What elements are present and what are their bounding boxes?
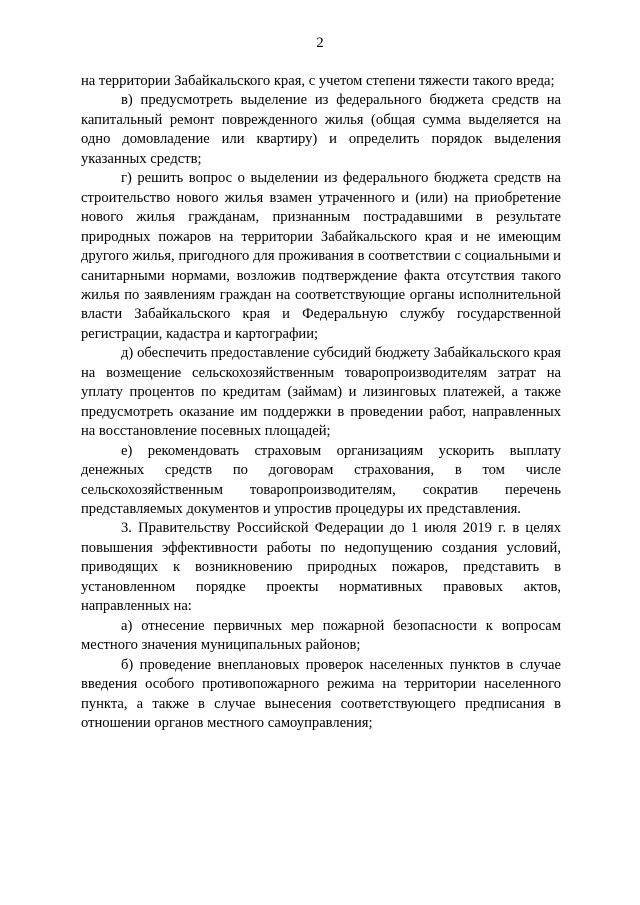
paragraph-item-a: а) отнесение первичных мер пожарной безопасности к вопросам местного значения муниципальных районов; <box>81 617 561 654</box>
paragraph-item-e: е) рекомендовать страховым организациям ускорить выплату денежных средств по договорам страхования, в том числе сельскохозяйственным товаропроизводителям, сократив перечень представляемых документов и упростив процедуры их представления. <box>81 442 561 517</box>
paragraph-item-d: д) обеспечить предоставление субсидий бюджету Забайкальского края на возмещение сельскохозяйственным товаропроизводителям затрат на уплату процентов по кредитам (займам) и лизинговых платежей, а также предусмотреть оказание им поддержки в проведении работ, направленных на восстановление посевных площадей; <box>81 345 561 440</box>
page-number: 2 <box>316 35 324 51</box>
paragraph-item-b: б) проведение внеплановых проверок населенных пунктов в случае введения особого противопожарного режима на территории населенного пункта, а также в случае вынесения соответствующего предписания в отношении органов местного самоуправления; <box>81 656 561 731</box>
paragraph-item-v: в) предусмотреть выделение из федерального бюджета средств на капитальный ремонт поврежденного жилья (общая сумма выделяется на одно домовладение или квартиру) и определить порядок выделения указанных средств; <box>81 92 561 167</box>
document-body <box>81 72 561 733</box>
paragraph-clause-3: 3. Правительству Российской Федерации до 1 июля 2019 г. в целях повышения эффективности работы по недопущению создания условий, приводящих к возникновению природных пожаров, представить в установленном порядке проекты нормативных правовых актов, направленных на: <box>81 520 561 615</box>
paragraph-item-g: г) решить вопрос о выделении из федерального бюджета средств на строительство нового жилья взамен утраченного и (или) на приобретение нового жилья гражданам, признанным пострадавшими в результате природных пожаров на территории Забайкальского края и не имеющим другого жилья, пригодного для проживания в соответствии с социальными и санитарными нормами, возложив подтверждение факта отсутствия такого жилья по заявлениям граждан на соответствующие органы исполнительной власти Забайкальского края и Федеральную службу государственной регистрации, кадастра и картографии; <box>81 170 561 342</box>
paragraph-continuation: на территории Забайкальского края, с учетом степени тяжести такого вреда; <box>81 73 555 89</box>
